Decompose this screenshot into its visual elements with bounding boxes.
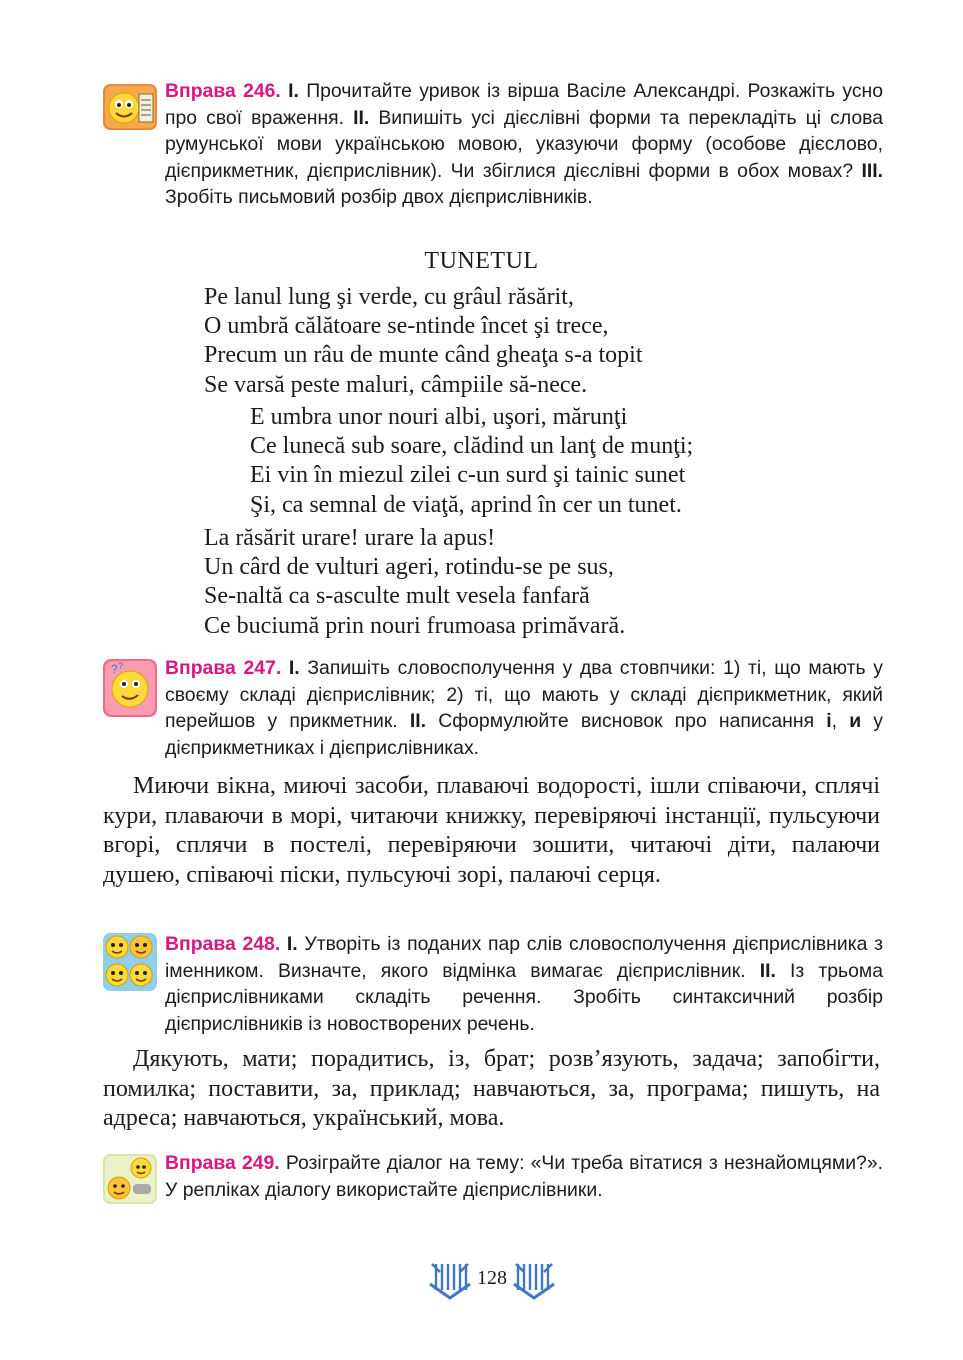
poem-line: O umbră călătoare se-ntinde încet şi trece, [204,313,609,340]
dialogue-smileys-icon [103,1154,157,1204]
poem-stanza-1 [204,283,643,400]
exercise-label: Вправа 249. [165,1152,280,1174]
page-number: 128 [477,1267,507,1289]
poem-line: Un cârd de vulturi ageri, rotindu-se pe sus, [204,554,614,581]
poem-line: Pe lanul lung şi verde, cu grâul răsărit, [204,284,574,310]
poem-line: La răsărit urare! urare la apus! [204,525,496,551]
ornament-right-icon [512,1260,556,1300]
poem-stanza-2 [250,403,693,520]
poem-line: Precum un râu de munte când gheaţa s-a topit [204,342,643,369]
reading-smiley-icon [103,84,157,130]
poem-line: Se-naltă ca s-asculte mult vesela fanfară [204,583,590,610]
exercise-247 [103,655,883,761]
exercise-label: Вправа 248. [165,933,281,955]
poem-title: TUNETUL [424,248,539,274]
exercise-label: Вправа 246. [165,80,281,102]
svg-text:?: ? [111,662,118,676]
exercise-249 [103,1150,883,1203]
exercise-249-text: Вправа 249. Розіграйте діалог на тему: «Чи треба вітатися з незнайомцями?». У репліках діалогу використайте дієприслівники. [165,1152,884,1201]
poem-line: Se varsă peste maluri, câmpiile să-nece. [204,371,588,398]
exercise-246 [103,78,883,211]
exercise-248 [103,931,883,1037]
svg-text:?: ? [118,661,124,671]
poem-line: Şi, ca semnal de viaţă, aprind în cer un tunet. [250,491,682,518]
thinking-smiley-icon [103,659,157,717]
group-smileys-icon [103,933,157,991]
poem-line: Ce buciumă prin nouri frumoasa primăvară. [204,612,626,639]
poem-stanza-3 [204,524,625,641]
poem-line: E umbra unor nouri albi, uşori, mărunţi [250,404,628,430]
poem-line: Ce lunecă sub soare, clădind un lanţ de munţi; [250,433,694,460]
page-footer [0,1264,963,1300]
exercise-247-text: Вправа 247. I. Запишіть словосполучення у два стовпчики: 1) ті, що мають у своєму складі дієприслівник; 2) ті, що мають у складі дієприкметник, який перейшов у прикметник. II. Сформулюйте висновок про написання і, и у дієприкметниках і дієприслівниках. [165,657,883,759]
exercise-246-text: Вправа 246. I. Прочитайте уривок із вірша Васіле Александрі. Розкажіть усно про свої враження. II. Випишіть усі дієслівні форми та перекладіть ці слова румунської мови українською мовою, указуючи форму (особове дієслово, дієприкметник, дієприслівник). Чи збіглися дієслівні форми в обох мовах? III. Зробіть письмовий розбір двох дієприслівників. [165,80,884,208]
ornament-left-icon [428,1260,472,1300]
poem-line: Ei vin în miezul zilei c-un surd şi tainic sunet [250,462,686,489]
exercise-247-word-list: Миючи вікна, миючі засоби, плаваючі водорості, ішли співаючи, сплячі кури, плаваючи в морі, читаючи книжку, перевіряючі інстанції, пульсуючи вгорі, сплячи в постелі, перевіряючи зошити, читаючі діти, палаючи душею, співаючі піски, пульсуючі зорі, палаючі серця. [103,773,880,888]
exercise-248-text: Вправа 248. I. Утворіть із поданих пар слів словосполучення дієприслівника з іменником. Визначте, якого відмінка вимагає дієприслівник. II. Із трьома дієприслівниками складіть речення. Зробіть синтаксичний розбір дієприслівників із новостворених речень. [165,933,883,1035]
exercise-248-word-pairs: Дякують, мати; порадитись, із, брат; розв’язують, задача; запобігти, помилка; поставити, за, приклад; навчаються, за, програма; пишуть, на адреса; навчаються, український, мова. [103,1046,880,1132]
exercise-label: Вправа 247. [165,657,282,679]
